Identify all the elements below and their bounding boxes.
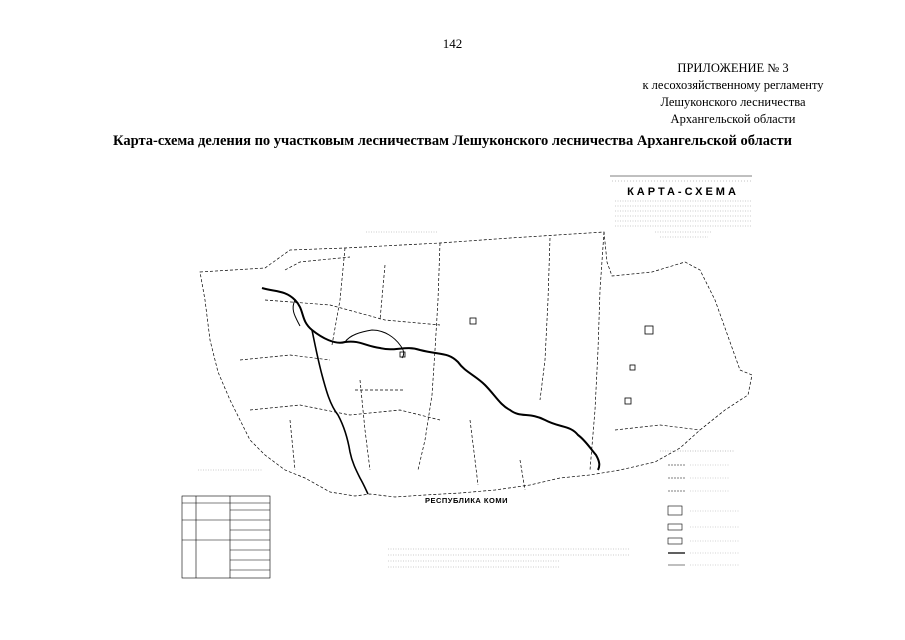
river — [262, 288, 599, 470]
river-tributary — [312, 330, 368, 494]
appendix-block — [603, 60, 863, 128]
appendix-line: Архангельской области — [670, 112, 796, 126]
region-label: РЕСПУБЛИКА КОМИ — [425, 496, 508, 505]
legend-table — [182, 496, 270, 578]
appendix-line: ПРИЛОЖЕНИЕ № 3 — [677, 61, 789, 75]
appendix-line: к лесохозяйственному регламенту — [642, 78, 824, 92]
map-heading: КАРТА-СХЕМА — [627, 186, 739, 198]
forestry-map — [172, 172, 752, 588]
appendix-line: Лешуконского лесничества — [660, 95, 806, 109]
map-symbols — [400, 318, 653, 404]
page-number: 142 — [442, 36, 463, 51]
map-legend — [660, 451, 740, 565]
document-title: Карта-схема деления по участковым лесничествам Лешуконского лесничества Архангельской области — [113, 133, 792, 149]
map-drawing — [172, 172, 752, 588]
forestry-boundaries — [200, 232, 752, 497]
river-tributary — [345, 330, 404, 358]
